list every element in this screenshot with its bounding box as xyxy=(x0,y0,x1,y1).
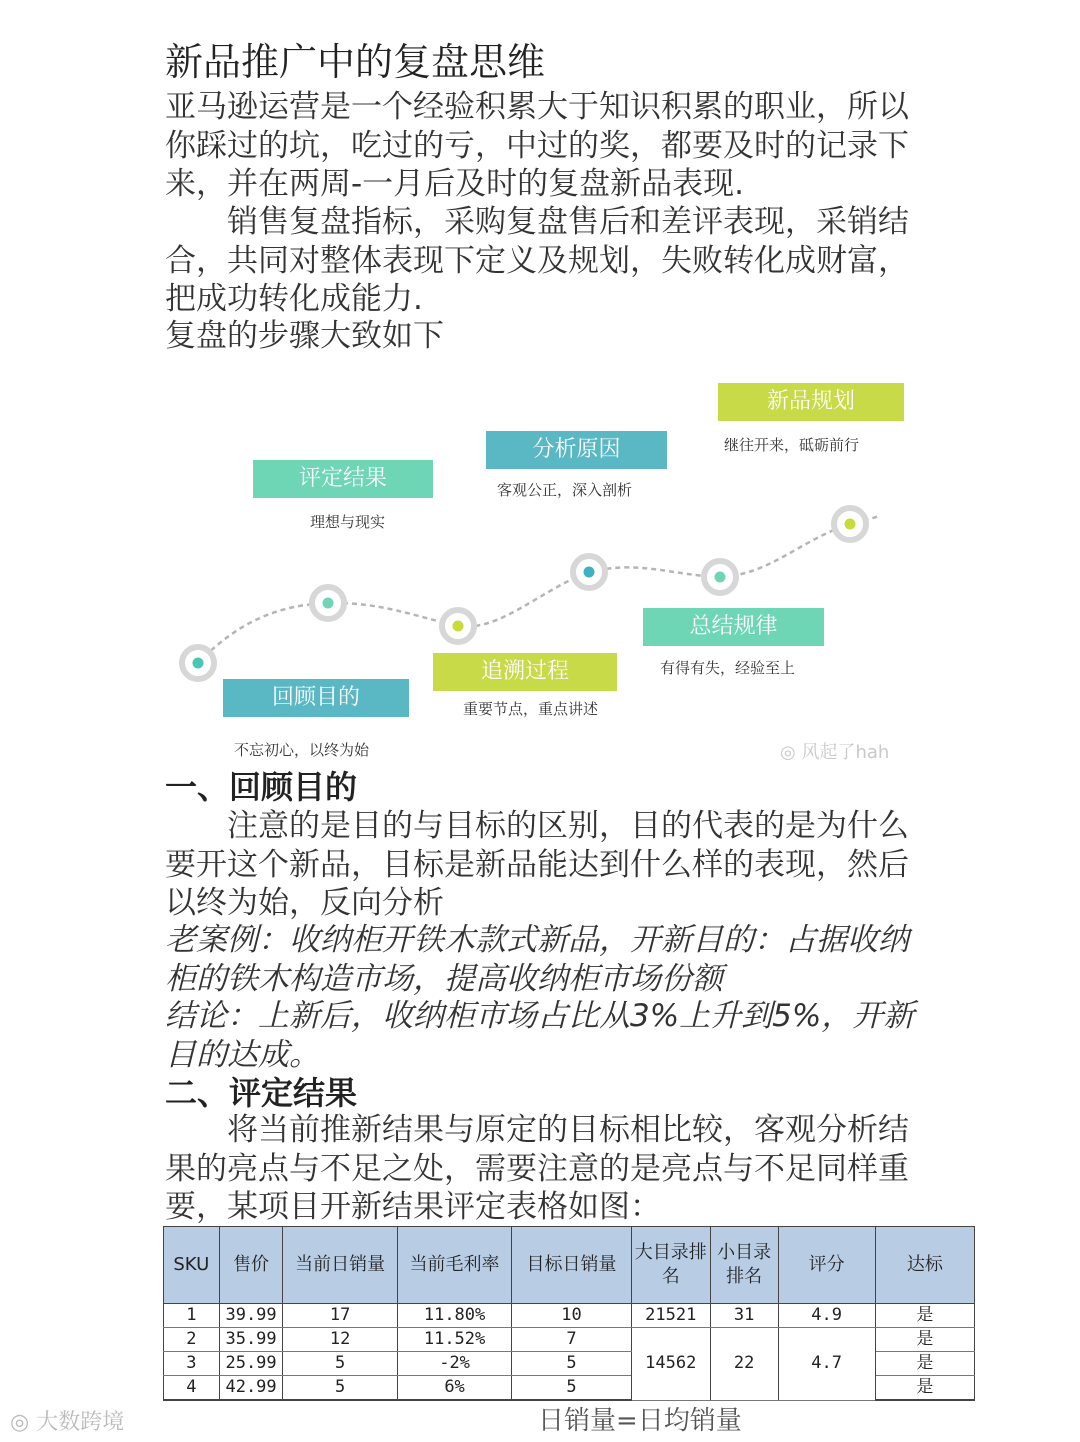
cell-main-rank: 21521 xyxy=(631,1304,710,1328)
step-desc-4: 客观公正，深入剖析 xyxy=(497,481,633,499)
step-node-1 xyxy=(182,647,214,679)
step-label-5: 总结规律 xyxy=(643,608,824,646)
cell-margin: -2% xyxy=(397,1352,511,1376)
cell-daily-sales: 17 xyxy=(283,1304,397,1328)
brand-logo-icon: ◎ xyxy=(10,1410,30,1435)
cell-sub-rank: 22 xyxy=(710,1328,778,1401)
watermark-text: 风起了hah xyxy=(801,742,890,763)
cell-sub-rank: 31 xyxy=(710,1304,778,1328)
step-node-6 xyxy=(834,508,866,540)
section-2-paragraph: 将当前推新结果与原定的目标相比较，客观分析结果的亮点与不足之处，需要注意的是亮点与不足同样重要，某项目开新结果评定表格如图： xyxy=(165,1112,909,1225)
step-node-3 xyxy=(442,610,474,642)
cell-met: 是 xyxy=(875,1352,974,1376)
corner-watermark xyxy=(10,1405,124,1436)
step-label-4: 分析原因 xyxy=(486,431,667,469)
cell-daily-sales: 5 xyxy=(283,1376,397,1401)
cell-target-sales: 10 xyxy=(512,1304,631,1328)
review-steps-diagram xyxy=(0,370,1080,770)
col-header: 评分 xyxy=(778,1227,875,1304)
table-header-row xyxy=(164,1227,975,1304)
step-node-2 xyxy=(312,587,344,619)
diagram-watermark xyxy=(780,738,889,764)
intro-paragraph-3: 复盘的步骤大致如下 xyxy=(165,318,444,354)
step-node-5 xyxy=(704,561,736,593)
cell-target-sales: 7 xyxy=(512,1328,631,1352)
col-header: 当前日销量 xyxy=(283,1227,397,1304)
weibo-icon: ◎ xyxy=(780,742,796,763)
cell-daily-sales: 12 xyxy=(283,1328,397,1352)
step-desc-6: 继往开来，砥砺前行 xyxy=(724,436,860,454)
cell-rating: 4.9 xyxy=(778,1304,875,1328)
step-label-2: 评定结果 xyxy=(253,460,433,498)
section-1-conclusion: 结论：上新后，收纳柜市场占比从3%上升到5%，开新目的达成。 xyxy=(165,998,915,1073)
cell-sku: 2 xyxy=(164,1328,220,1352)
section-1-heading: 一、回顾目的 xyxy=(165,768,358,806)
page-title: 新品推广中的复盘思维 xyxy=(165,40,546,84)
col-header: SKU xyxy=(164,1227,220,1304)
intro-paragraph-2: 销售复盘指标，采购复盘售后和差评表现，采销结合，共同对整体表现下定义及规划，失败转化成财富，把成功转化成能力. xyxy=(165,204,909,317)
col-header: 大目录排名 xyxy=(631,1227,710,1304)
step-desc-3: 重要节点，重点讲述 xyxy=(463,700,599,718)
cell-met: 是 xyxy=(875,1376,974,1401)
cell-target-sales: 5 xyxy=(512,1352,631,1376)
cell-price: 25.99 xyxy=(219,1352,283,1376)
cell-margin: 6% xyxy=(397,1376,511,1401)
cell-daily-sales: 5 xyxy=(283,1352,397,1376)
cell-sku: 3 xyxy=(164,1352,220,1376)
col-header: 目标日销量 xyxy=(512,1227,631,1304)
step-label-3: 追溯过程 xyxy=(433,653,617,691)
result-table xyxy=(163,1226,975,1401)
cell-sku: 1 xyxy=(164,1304,220,1328)
cell-met: 是 xyxy=(875,1328,974,1352)
table-footnote: 日销量=日均销量 xyxy=(538,1406,742,1436)
corner-watermark-text: 大数跨境 xyxy=(36,1410,125,1435)
col-header: 小目录排名 xyxy=(710,1227,778,1304)
col-header: 达标 xyxy=(875,1227,974,1304)
step-label-1: 回顾目的 xyxy=(223,679,409,717)
result-table-wrap xyxy=(163,1226,975,1404)
cell-met: 是 xyxy=(875,1304,974,1328)
section-1-paragraph: 注意的是目的与目标的区别，目的代表的是为什么要开这个新品，目标是新品能达到什么样的表现，然后以终为始，反向分析 xyxy=(165,808,909,921)
section-2-heading: 二、评定结果 xyxy=(165,1074,358,1112)
table-row xyxy=(164,1304,975,1328)
step-desc-1: 不忘初心，以终为始 xyxy=(234,741,370,759)
cell-margin: 11.52% xyxy=(397,1328,511,1352)
intro-paragraph-1: 亚马逊运营是一个经验积累大于知识积累的职业，所以你踩过的坑，吃过的亏，中过的奖，都要及时的记录下来，并在两周-一月后及时的复盘新品表现. xyxy=(165,89,909,202)
cell-sku: 4 xyxy=(164,1376,220,1401)
step-desc-5: 有得有失，经验至上 xyxy=(660,659,796,677)
step-node-4 xyxy=(573,556,605,588)
cell-price: 42.99 xyxy=(219,1376,283,1401)
cell-price: 35.99 xyxy=(219,1328,283,1352)
step-desc-2: 理想与现实 xyxy=(310,513,386,531)
table-row xyxy=(164,1328,975,1352)
step-label-6: 新品规划 xyxy=(718,383,904,421)
col-header: 售价 xyxy=(219,1227,283,1304)
cell-main-rank: 14562 xyxy=(631,1328,710,1401)
cell-price: 39.99 xyxy=(219,1304,283,1328)
col-header: 当前毛利率 xyxy=(397,1227,511,1304)
cell-rating: 4.7 xyxy=(778,1328,875,1401)
section-1-case: 老案例：收纳柜开铁木款式新品，开新目的：占据收纳柜的铁木构造市场，提高收纳柜市场份额 xyxy=(165,922,909,997)
cell-margin: 11.80% xyxy=(397,1304,511,1328)
cell-target-sales: 5 xyxy=(512,1376,631,1401)
